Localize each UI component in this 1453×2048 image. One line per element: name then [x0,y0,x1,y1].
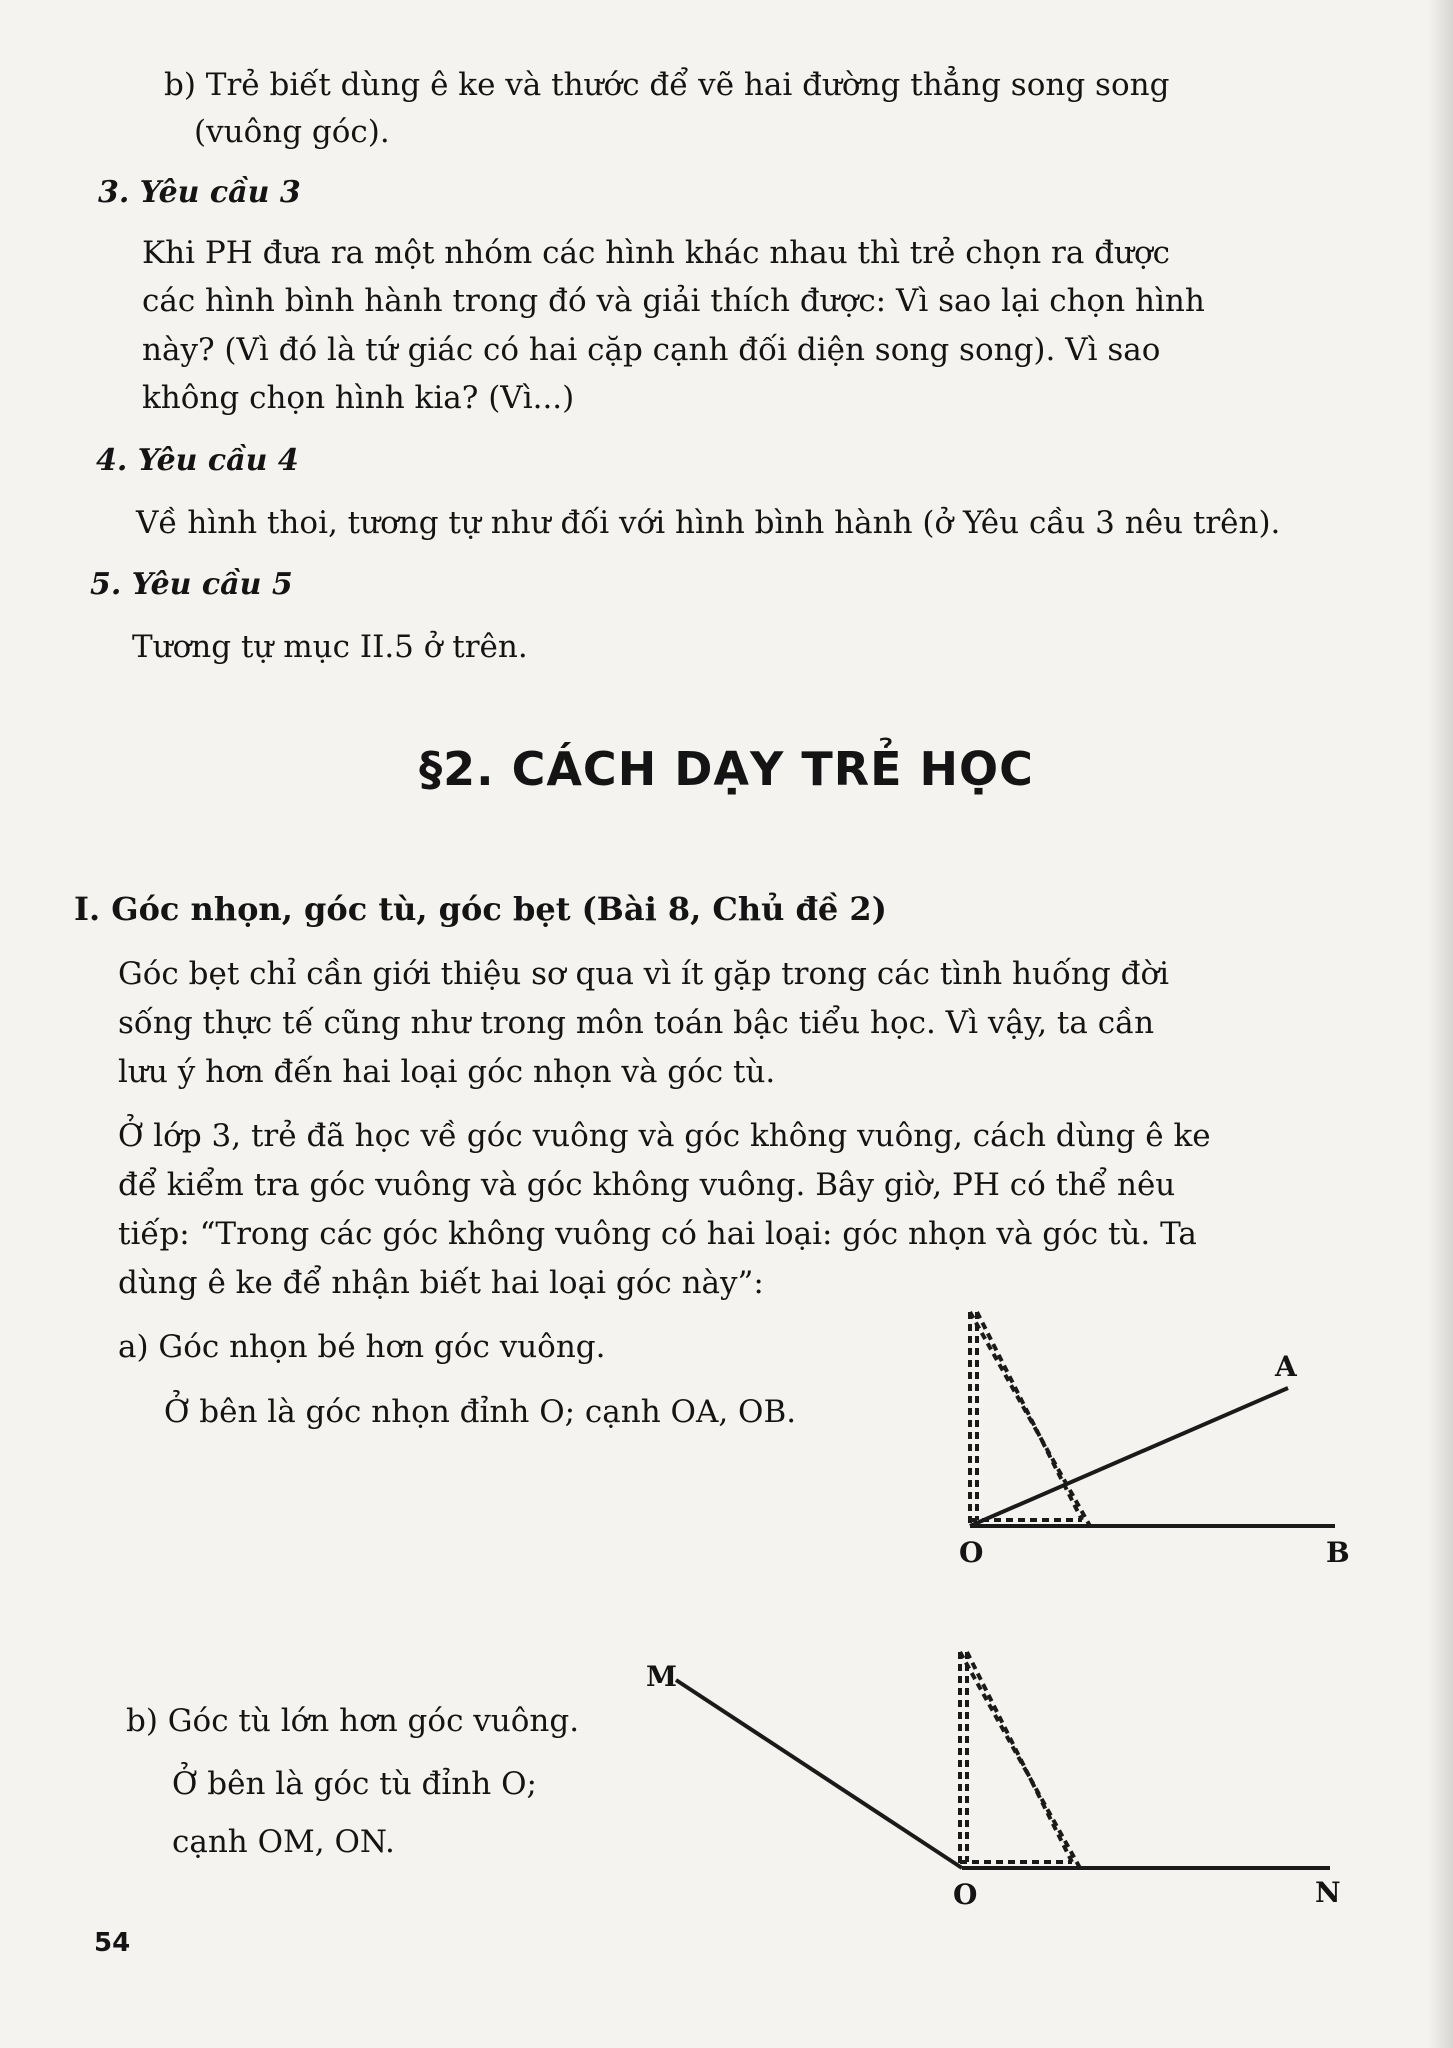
label-O: O [959,1536,984,1569]
text-line: để kiểm tra góc vuông và góc không vuông. Bây giờ, PH có thể nêu [118,1167,1176,1203]
label-O: O [953,1878,978,1911]
label-N: N [1315,1876,1341,1909]
set-square-outline [970,1312,1090,1526]
text-line: tiếp: “Trong các góc không vuông có hai loại: góc nhọn và góc tù. Ta [118,1216,1197,1252]
text-line: (vuông góc). [194,114,390,150]
requirement-5-heading: 5. Yêu cầu 5 [90,567,293,602]
text-line: sống thực tế cũng như trong môn toán bậc tiểu học. Vì vậy, ta cần [118,1005,1155,1041]
text-line: lưu ý hơn đến hai loại góc nhọn và góc tù. [118,1054,776,1090]
ray-OA [970,1388,1288,1526]
item-b-description: cạnh OM, ON. [172,1824,395,1860]
requirement-3-heading: 3. Yêu cầu 3 [98,175,301,210]
label-B: B [1326,1536,1350,1569]
acute-angle-figure [940,1300,1360,1570]
label-A: A [1275,1350,1297,1383]
text-line: Ở lớp 3, trẻ đã học về góc vuông và góc không vuông, cách dùng ê ke [118,1118,1211,1154]
text-line: b) Trẻ biết dùng ê ke và thước để vẽ hai đường thẳng song song [164,67,1170,103]
ray-OM [676,1680,962,1868]
obtuse-angle-figure [640,1640,1360,1915]
label-M: M [646,1660,677,1693]
item-b-title: b) Góc tù lớn hơn góc vuông. [126,1703,580,1739]
text-line: dùng ê ke để nhận biết hai loại góc này”: [118,1265,764,1301]
text-line: không chọn hình kia? (Vì...) [142,380,575,416]
set-square-outline [960,1652,1080,1868]
item-a-title: a) Góc nhọn bé hơn góc vuông. [118,1329,606,1365]
text-line: Về hình thoi, tương tự như đối với hình bình hành (ở Yêu cầu 3 nêu trên). [136,505,1281,541]
section-title: §2. CÁCH DẠY TRẺ HỌC [419,742,1034,796]
text-line: các hình bình hành trong đó và giải thích được: Vì sao lại chọn hình [142,283,1205,319]
text-line: Tương tự mục II.5 ở trên. [132,629,528,665]
text-line: này? (Vì đó là tứ giác có hai cặp cạnh đối diện song song). Vì sao [142,332,1161,368]
item-b-description: Ở bên là góc tù đỉnh O; [172,1766,537,1802]
part-heading: I. Góc nhọn, góc tù, góc bẹt (Bài 8, Chủ đề 2) [74,890,887,928]
text-line: Khi PH đưa ra một nhóm các hình khác nhau thì trẻ chọn ra được [142,235,1171,271]
binding-shadow [1428,0,1453,2048]
text-line: Góc bẹt chỉ cần giới thiệu sơ qua vì ít gặp trong các tình huống đời [118,956,1170,992]
item-a-description: Ở bên là góc nhọn đỉnh O; cạnh OA, OB. [164,1394,797,1430]
requirement-4-heading: 4. Yêu cầu 4 [96,443,299,478]
page-number: 54 [94,1928,131,1958]
